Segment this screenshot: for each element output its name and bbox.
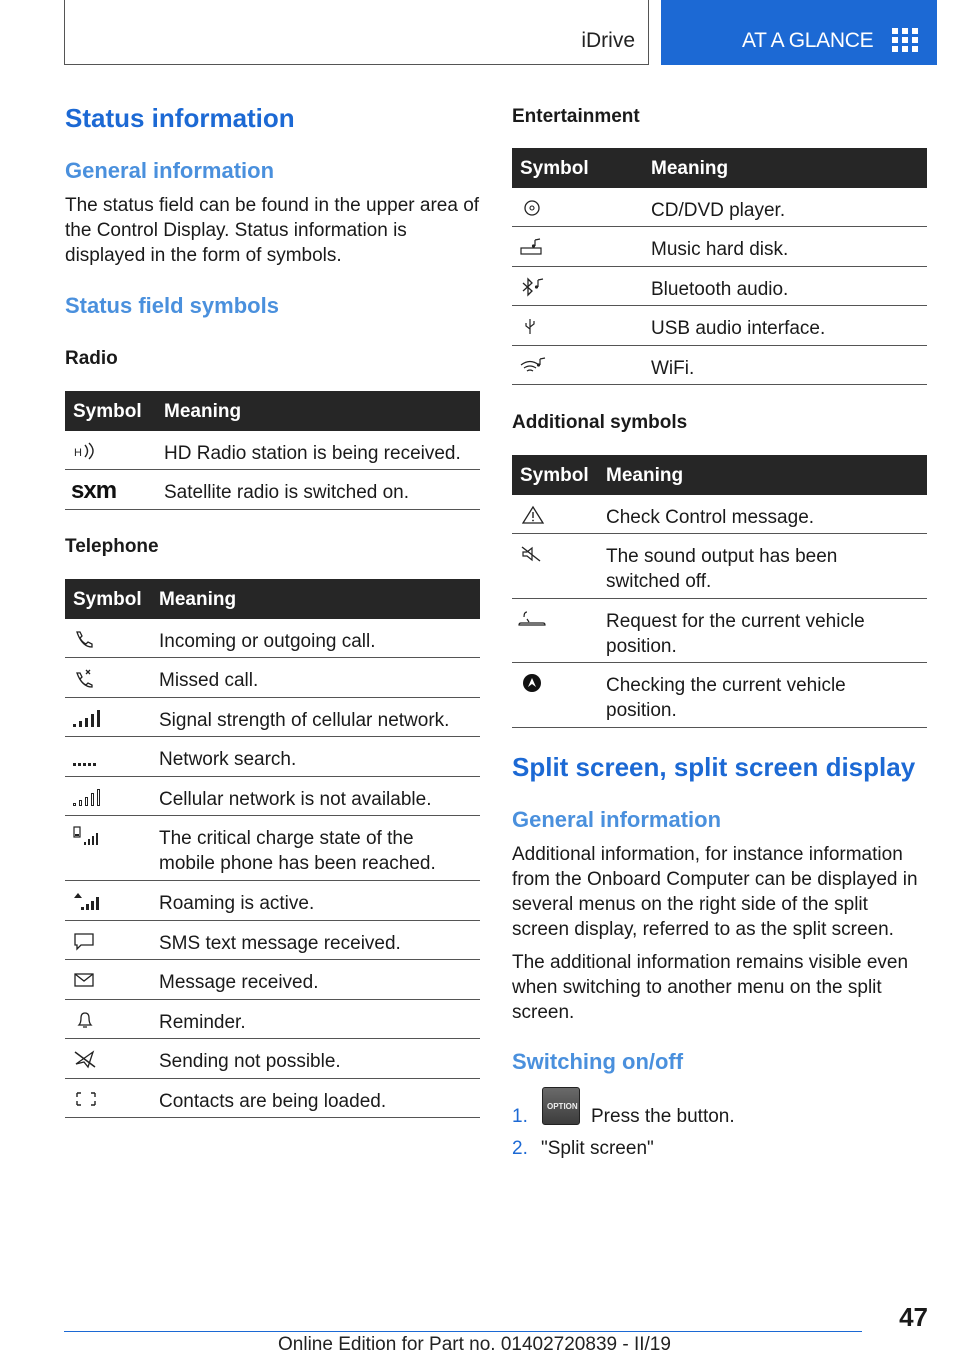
table-header — [65, 579, 480, 619]
option-button[interactable] — [542, 1087, 580, 1125]
row-meaning: Checking the current vehicle position. — [606, 675, 846, 721]
column-symbol: Symbol — [73, 589, 142, 610]
vehicle-position-check-icon — [518, 673, 548, 693]
table-row — [512, 663, 927, 728]
entertainment-table — [512, 148, 927, 385]
table-row — [65, 1000, 480, 1039]
row-meaning: Music hard disk. — [651, 239, 789, 260]
split-screen-text-1: Additional information, for instance information from the Onboard Computer can be displayed in several menus on the right side of the split screen display, referred to as the split screen. — [512, 844, 918, 940]
usb-icon — [518, 316, 548, 336]
signal-strength-icon — [71, 708, 101, 728]
message-icon — [71, 970, 101, 990]
heading-general-information-split: General information — [512, 807, 722, 832]
row-meaning: Reminder. — [159, 1012, 246, 1033]
row-meaning: WiFi. — [651, 358, 695, 379]
missed-call-icon — [71, 668, 101, 688]
header-section-title: AT A GLANCE — [742, 29, 874, 52]
heading-split-screen: Split screen, split screen display — [512, 752, 916, 782]
table-row — [65, 1079, 480, 1118]
table-header — [512, 455, 927, 495]
column-meaning: Meaning — [164, 401, 242, 422]
column-meaning: Meaning — [159, 589, 237, 610]
heading-switching-on-off: Switching on/off — [512, 1049, 684, 1074]
table-row — [65, 960, 480, 1000]
table-header — [512, 148, 927, 188]
step-text: "Split screen" — [541, 1138, 654, 1159]
table-header — [65, 391, 480, 431]
table-row — [512, 495, 927, 534]
row-meaning: Incoming or outgoing call. — [159, 631, 376, 652]
step-number: 1. — [512, 1106, 528, 1127]
header-chapter-box — [64, 0, 649, 65]
table-row — [65, 658, 480, 698]
heading-general-information: General information — [65, 158, 275, 183]
sms-icon — [71, 931, 101, 951]
split-screen-text-2: The additional information remains visible even when switching to another menu on the split screen. — [512, 952, 909, 1023]
header-chapter-title: iDrive — [581, 29, 635, 52]
heading-status-information: Status information — [65, 103, 295, 133]
sending-not-possible-icon — [71, 1049, 101, 1069]
column-symbol: Symbol — [520, 158, 589, 179]
heading-radio: Radio — [65, 348, 118, 369]
table-row — [512, 306, 927, 346]
row-meaning: USB audio interface. — [651, 318, 826, 339]
row-meaning: Sending not possible. — [159, 1051, 341, 1072]
radio-table — [65, 391, 480, 510]
row-meaning: The critical charge state of the mobile phone has been reached. — [159, 828, 436, 874]
additional-symbols-table — [512, 455, 927, 728]
row-meaning: CD/DVD player. — [651, 200, 786, 221]
network-search-icon — [71, 747, 101, 767]
column-symbol: Symbol — [520, 465, 589, 486]
low-charge-icon — [71, 826, 101, 846]
svg-text:H: H — [74, 447, 82, 459]
row-meaning: Contacts are being loaded. — [159, 1091, 387, 1112]
grid-menu-icon — [892, 28, 918, 52]
column-symbol: Symbol — [73, 401, 142, 422]
row-meaning: Check Control message. — [606, 507, 815, 528]
row-meaning: Network search. — [159, 749, 297, 770]
column-meaning: Meaning — [606, 465, 684, 486]
option-button-label: OPTION — [547, 1102, 578, 1111]
heading-entertainment: Entertainment — [512, 106, 640, 127]
table-row — [512, 227, 927, 267]
hd-radio-icon — [71, 441, 101, 461]
music-hard-disk-icon — [518, 237, 548, 257]
column-meaning: Meaning — [651, 158, 729, 179]
header-section-box — [661, 0, 937, 65]
table-row — [65, 698, 480, 737]
table-row — [65, 816, 480, 881]
table-row — [65, 470, 480, 510]
wifi-icon — [518, 356, 548, 376]
table-row — [65, 431, 480, 470]
warning-triangle-icon — [518, 505, 548, 525]
row-meaning: HD Radio station is being received. — [164, 443, 461, 464]
row-meaning: The sound output has been switched off. — [606, 546, 838, 592]
table-row — [512, 534, 927, 599]
row-meaning: Signal strength of cellular network. — [159, 710, 450, 731]
contacts-loading-icon — [71, 1089, 101, 1109]
table-row — [65, 737, 480, 777]
table-row — [512, 346, 927, 385]
step-text: Press the button. — [591, 1106, 735, 1127]
heading-additional-symbols: Additional symbols — [512, 412, 688, 433]
roaming-icon — [71, 891, 101, 911]
row-meaning: Roaming is active. — [159, 893, 315, 914]
row-meaning: Request for the current vehicle position. — [606, 611, 865, 657]
row-meaning: Message received. — [159, 972, 319, 993]
sxm-logo-icon — [71, 479, 143, 501]
no-network-icon — [71, 787, 101, 807]
heading-telephone: Telephone — [65, 536, 159, 557]
row-meaning: Satellite radio is switched on. — [164, 482, 410, 503]
speaker-muted-icon — [518, 544, 548, 564]
table-row — [65, 619, 480, 658]
row-meaning: SMS text message received. — [159, 933, 401, 954]
vehicle-position-request-icon — [518, 609, 548, 629]
footer-edition: Online Edition for Part no. 01402720839 - II/19 — [278, 1334, 671, 1355]
footer-divider — [64, 1331, 862, 1332]
general-information-text: The status field can be found in the upper area of the Control Display. Status information is displayed in the form of symbols. — [65, 195, 480, 266]
disc-icon — [518, 198, 548, 218]
telephone-table — [65, 579, 480, 1118]
row-meaning: Missed call. — [159, 670, 259, 691]
page-number: 47 — [899, 1302, 928, 1332]
step-number: 2. — [512, 1138, 528, 1159]
svg-text:sxm: sxm — [71, 479, 117, 501]
reminder-bell-icon — [71, 1010, 101, 1030]
table-row — [65, 921, 480, 960]
table-row — [65, 777, 480, 816]
table-row — [65, 881, 480, 921]
table-row — [512, 267, 927, 306]
table-row — [65, 1039, 480, 1079]
heading-status-field-symbols: Status field symbols — [65, 293, 279, 318]
bluetooth-audio-icon — [518, 277, 548, 297]
phone-call-icon — [71, 629, 101, 649]
table-row — [512, 188, 927, 227]
row-meaning: Bluetooth audio. — [651, 279, 789, 300]
row-meaning: Cellular network is not available. — [159, 789, 432, 810]
table-row — [512, 599, 927, 663]
